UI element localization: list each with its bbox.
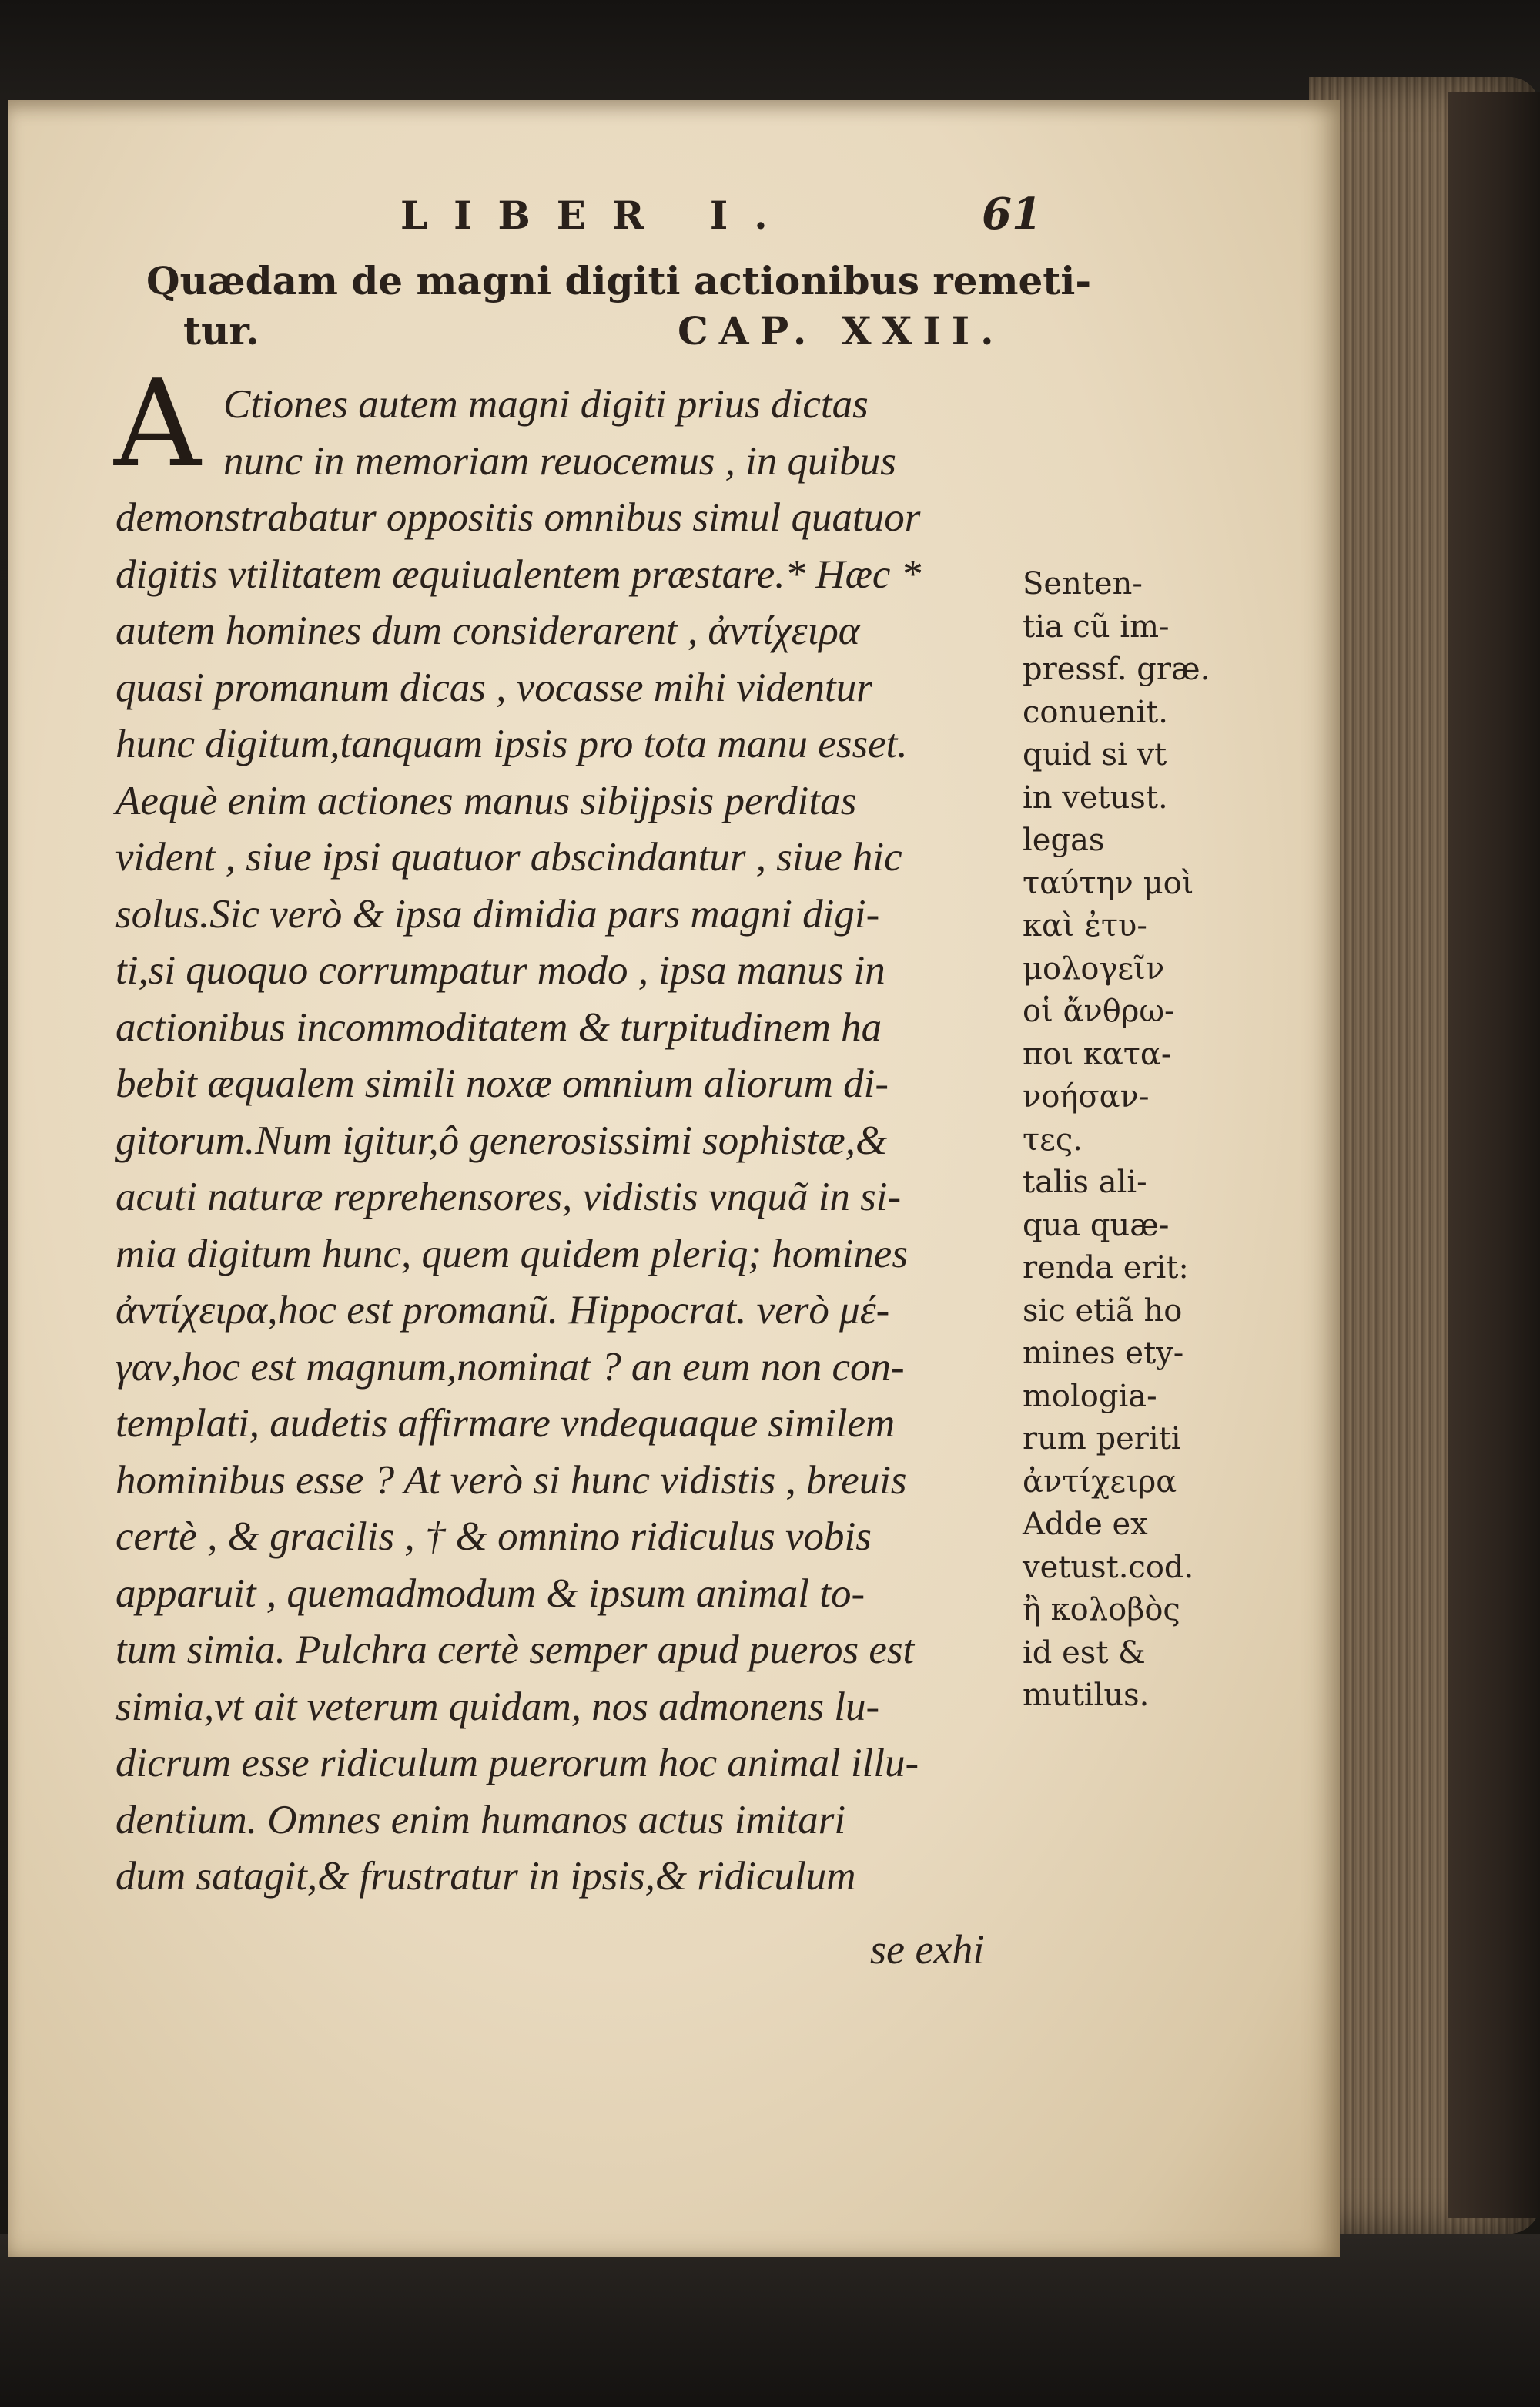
bottom-background — [0, 2234, 1540, 2407]
margin-note-line: Adde ex — [1023, 1507, 1148, 1542]
body-line: bebit æqualem simili noxæ omnium aliorum di- — [116, 1061, 889, 1106]
body-line: autem homines dum considerarent , ἀντίχειρα — [116, 608, 860, 653]
margin-note-line: νοήσαν- — [1023, 1079, 1150, 1115]
body-line: templati, audetis affirmare vndequaque similem — [116, 1401, 896, 1446]
body-line: acuti naturæ reprehensores, vidistis vnquã in si- — [116, 1175, 902, 1219]
body-line: quasi promanum dicas , vocasse mihi videntur — [116, 665, 872, 710]
body-line: mia digitum hunc, quem quidem pleriq; homines — [116, 1231, 908, 1276]
page-number: 61 — [982, 189, 1042, 240]
margin-note-line: ἀντίχειρα — [1023, 1463, 1177, 1500]
body-line: demonstrabatur oppositis omnibus simul quatuor — [116, 495, 921, 540]
body-line: tum simia. Pulchra certè semper apud pueros est — [116, 1628, 915, 1672]
margin-note-line: pressf. græ. — [1023, 652, 1210, 687]
catchword: se exhi — [870, 1926, 985, 1973]
margin-note-line: Senten- — [1023, 566, 1143, 602]
margin-note-line: rum periti — [1023, 1421, 1181, 1457]
body-line: γαν,hoc est magnum,nominat ? an eum non con- — [116, 1344, 905, 1390]
chapter-heading-line-1: Quædam de magni digiti actionibus remeti- — [146, 258, 1092, 303]
body-line: solus.Sic verò & ipsa dimidia pars magni digi- — [116, 891, 880, 937]
drop-cap: A — [114, 354, 201, 494]
margin-note-line: quid si vt — [1023, 737, 1167, 773]
margin-note-line: mutilus. — [1023, 1678, 1150, 1713]
body-line: dentium. Omnes enim humanos actus imitari — [116, 1797, 846, 1842]
margin-note-line: ἢ κολοβὸς — [1023, 1592, 1180, 1628]
body-line: ti,si quoquo corrumpatur modo , ipsa manus in — [116, 948, 886, 993]
body-line: actionibus incommoditatem & turpitudinem ha — [116, 1004, 882, 1050]
margin-note-line: καὶ ἐτυ- — [1023, 908, 1147, 944]
body-line: apparuit , quemadmodum & ipsum animal to- — [116, 1571, 865, 1616]
margin-note-line: μολογεῖν — [1023, 950, 1165, 987]
body-line: gitorum.Num igitur,ô generosissimi sophistæ,& — [116, 1118, 888, 1163]
margin-note-line: mologia- — [1023, 1378, 1157, 1414]
body-line: Aequè enim actiones manus sibijpsis perditas — [116, 778, 857, 823]
running-head: LIBER I. — [400, 193, 794, 238]
body-line: dicrum esse ridiculum puerorum hoc animal illu- — [116, 1741, 919, 1785]
body-line: hominibus esse ? At verò si hunc vidistis , breuis — [116, 1457, 907, 1503]
body-line: hunc digitum,tanquam ipsis pro tota manu esset. — [116, 722, 908, 766]
body-line: nunc in memoriam reuocemus , in quibus — [223, 438, 896, 484]
margin-note-line: vetust.cod. — [1023, 1549, 1194, 1585]
margin-note-line: renda erit: — [1023, 1250, 1189, 1286]
margin-note-line: qua quæ- — [1023, 1207, 1170, 1243]
body-line: simia,vt ait veterum quidam, nos admonens lu- — [116, 1684, 880, 1729]
body-line: dum satagit,& frustratur in ipsis,& ridiculum — [116, 1854, 856, 1899]
margin-note-line: tia cũ im- — [1023, 608, 1170, 645]
margin-note-line: mines ety- — [1023, 1336, 1184, 1371]
margin-note-line: conuenit. — [1023, 694, 1169, 730]
margin-note-line: τες. — [1023, 1121, 1083, 1158]
margin-note-line: id est & — [1023, 1634, 1146, 1671]
chapter-heading-line-2-right: CAP. XXII. — [678, 308, 1005, 354]
chapter-heading-line-2-left: tur. — [183, 308, 259, 354]
margin-note-line: ποι κατα- — [1023, 1036, 1172, 1072]
margin-note-line: talis ali- — [1023, 1165, 1147, 1200]
margin-note-line: legas — [1023, 823, 1105, 858]
margin-note-line: ταύτην μοὶ — [1023, 865, 1194, 901]
body-line: Ctiones autem magni digiti prius dictas — [223, 382, 869, 427]
margin-note-line: οἱ ἄνθρω- — [1023, 994, 1175, 1029]
margin-note-line: sic etiã ho — [1023, 1292, 1183, 1329]
margin-note-line: in vetust. — [1023, 779, 1168, 816]
body-line: ἀντίχειρα,hoc est promanũ. Hippocrat. verò μέ- — [116, 1288, 890, 1333]
page-edges-shadow — [1448, 92, 1540, 2218]
body-line: digitis vtilitatem æquiualentem præstare.* Hæc * — [116, 551, 922, 597]
body-line: certè , & gracilis , † & omnino ridiculus vobis — [116, 1514, 872, 1559]
body-line: vident , siue ipsi quatuor abscindantur , siue hic — [116, 835, 902, 880]
